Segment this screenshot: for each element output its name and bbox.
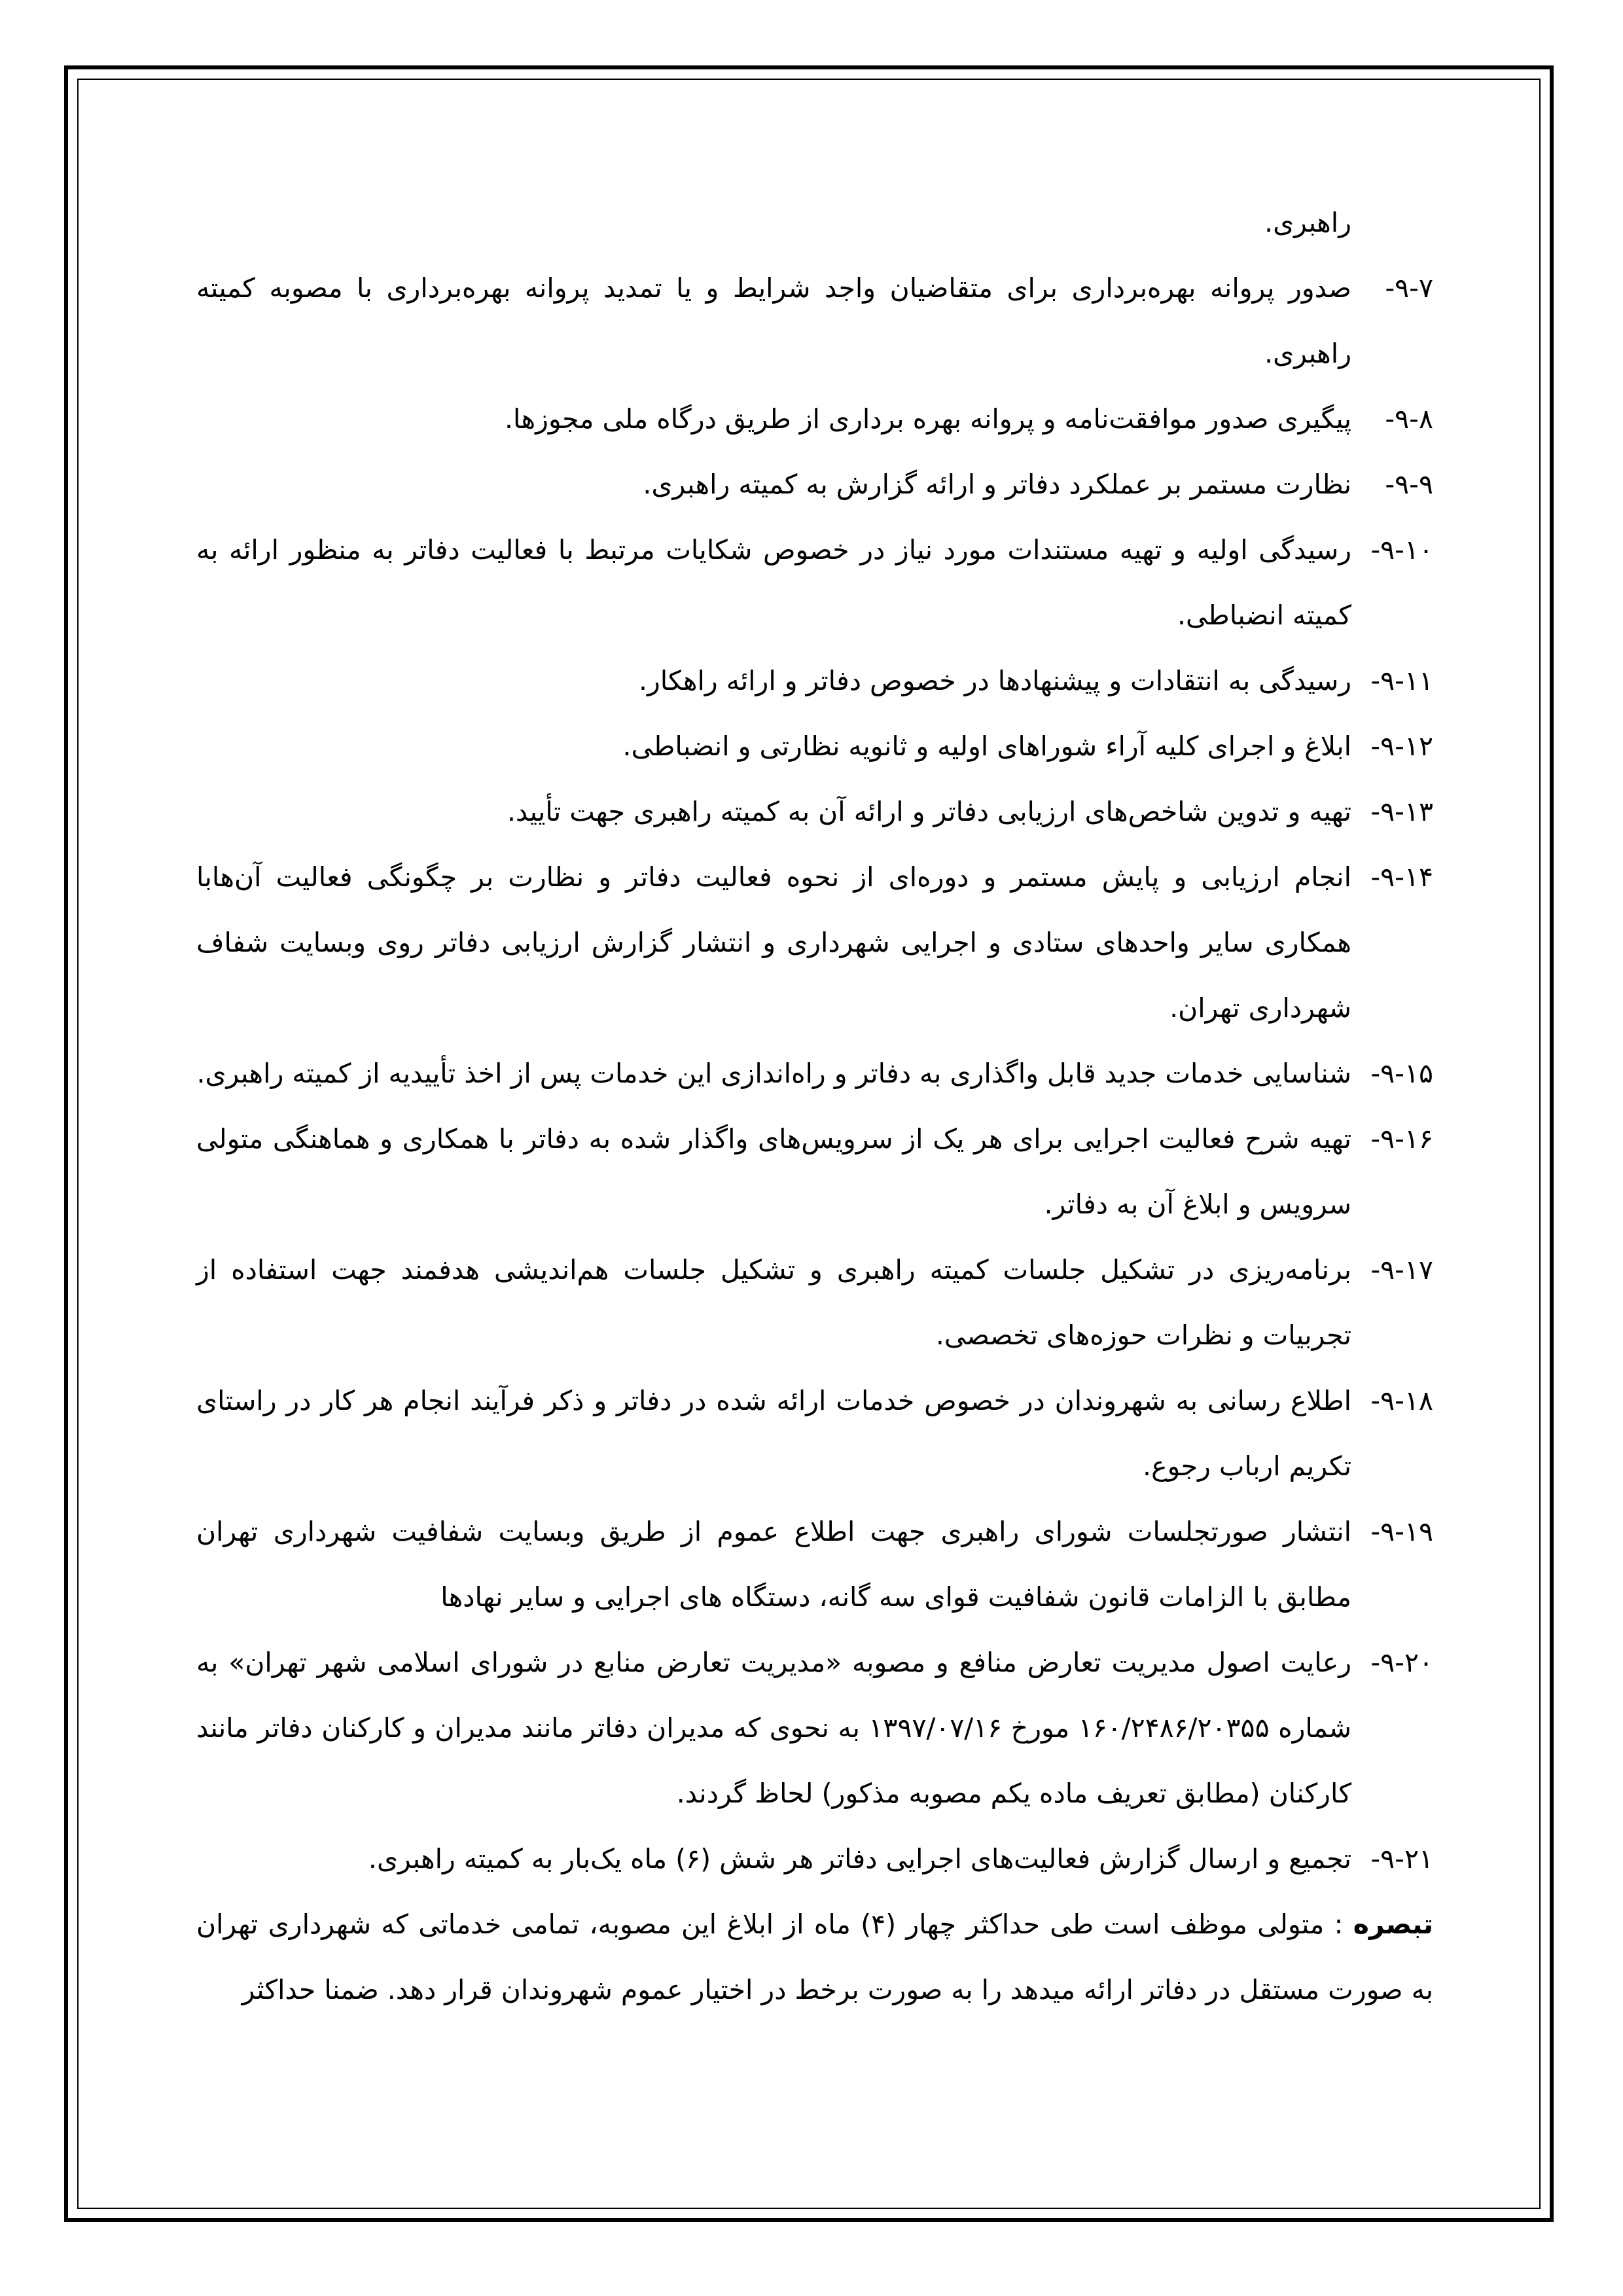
item-list [196,255,1433,1892]
note-paragraph [196,1892,1433,2022]
item-number: ۹-۱۲- [1370,730,1433,762]
item-text: انتشار صورتجلسات شورای راهبری جهت اطلاع عموم از طریق وبسایت شفافیت شهرداری تهران مطابق با الزامات قانون شفافیت قوای سه گانه، دستگاه های اجرایی و سایر نهادها [196,1516,1351,1613]
item-number: ۹-۹- [1385,469,1433,500]
item-text: رسیدگی اولیه و تهیه مستندات مورد نیاز در خصوص شکایات مرتبط با فعالیت دفاتر به منظور ارائه به کمیته انضباطی. [196,534,1351,631]
item-number: ۹-۱۹- [1370,1516,1433,1547]
list-item [196,1368,1433,1499]
list-item [196,779,1433,844]
item-number: ۹-۷- [1385,272,1433,304]
list-item [196,1237,1433,1368]
item-number: ۹-۱۵- [1370,1058,1433,1089]
item-text: تهیه شرح فعالیت اجرایی برای هر یک از سرویس‌های واگذار شده به دفاتر با همکاری و هماهنگی متولی سرویس و ابلاغ آن به دفاتر. [196,1123,1351,1220]
item-number: ۹-۸- [1385,403,1433,435]
item-text: پیگیری صدور موافقت‌نامه و پروانه بهره برداری از طریق درگاه ملی مجوزها. [504,403,1351,435]
item-text: تهیه و تدوین شاخص‌های ارزیابی دفاتر و ارائه آن به کمیته راهبری جهت تأیید. [507,796,1351,827]
item-number: ۹-۱۸- [1370,1385,1433,1416]
list-item [196,713,1433,779]
list-item [196,517,1433,648]
list-item [196,452,1433,517]
list-item [196,648,1433,713]
item-text: انجام ارزیابی و پایش مستمر و دوره‌ای از نحوه فعالیت دفاتر و نظارت بر چگونگی فعالیت آن‌هابا همکاری سایر واحدهای ستادی و اجرایی شهرداری و انتشار گزارش ارزیابی دفاتر روی وبسایت شفاف شهرداری تهران. [196,861,1351,1024]
item-text: شناسایی خدمات جدید قابل واگذاری به دفاتر و راه‌اندازی این خدمات پس از اخذ تأییدیه از کمیته راهبری. [196,1058,1351,1089]
item-text: برنامه‌ریزی در تشکیل جلسات کمیته راهبری و تشکیل جلسات هم‌اندیشی هدفمند جهت استفاده از تجربیات و نظرات حوزه‌های تخصصی. [196,1254,1351,1351]
list-item [196,1630,1433,1826]
list-item [196,1106,1433,1237]
continuation-text: راهبری. [1264,207,1351,238]
item-text: رسیدگی به انتقادات و پیشنهادها در خصوص دفاتر و ارائه راهکار. [638,665,1351,696]
item-number: ۹-۱۱- [1370,665,1433,696]
document-body [196,190,1433,2022]
item-text: صدور پروانه بهره‌برداری برای متقاضیان واجد شرایط و یا تمدید پروانه بهره‌برداری با مصوبه کمیته راهبری. [196,272,1351,369]
item-text: نظارت مستمر بر عملکرد دفاتر و ارائه گزارش به کمیته راهبری. [643,469,1351,500]
item-number: ۹-۱۷- [1370,1254,1433,1285]
note-text: : متولی موظف است طی حداکثر چهار (۴) ماه از ابلاغ این مصوبه، تمامی خدماتی که شهرداری تهران به صورت مستقل در دفاتر ارائه میدهد را به صورت برخط در اختیار عموم شهروندان قرار دهد. ضمنا حداکثر [196,1909,1433,2005]
item-number: ۹-۲۱- [1370,1843,1433,1874]
item-text: ابلاغ و اجرای کلیه آراء شوراهای اولیه و ثانویه نظارتی و انضباطی. [622,730,1351,762]
item-number: ۹-۱۰- [1370,534,1433,565]
item-number: ۹-۱۶- [1370,1123,1433,1155]
item-number: ۹-۲۰- [1370,1647,1433,1678]
item-text: رعایت اصول مدیریت تعارض منافع و مصوبه «مدیریت تعارض منابع در شورای اسلامی شهر تهران» به شماره ۱۶۰/۲۴۸۶/۲۰۳۵۵ مورخ ۱۳۹۷/۰۷/۱۶ به نحوی که مدیران دفاتر مانند مدیران و کارکنان دفاتر مانند کارکنان (مطابق تعریف ماده یکم مصوبه مذکور) لحاظ گردند. [196,1647,1351,1809]
item-number: ۹-۱۳- [1370,796,1433,827]
list-item [196,844,1433,1041]
note-label: تبصره [1353,1909,1433,1940]
list-item [196,1499,1433,1630]
item-text: اطلاع رسانی به شهروندان در خصوص خدمات ارائه شده در دفاتر و ذکر فرآیند انجام هر کار در راستای تکریم ارباب رجوع. [196,1385,1351,1482]
list-item [196,255,1433,386]
item-number: ۹-۱۴- [1370,861,1433,893]
list-item [196,1826,1433,1892]
item-text: تجمیع و ارسال گزارش فعالیت‌های اجرایی دفاتر هر شش (۶) ماه یک‌بار به کمیته راهبری. [368,1843,1351,1874]
list-item [196,1041,1433,1106]
list-item [196,386,1433,452]
